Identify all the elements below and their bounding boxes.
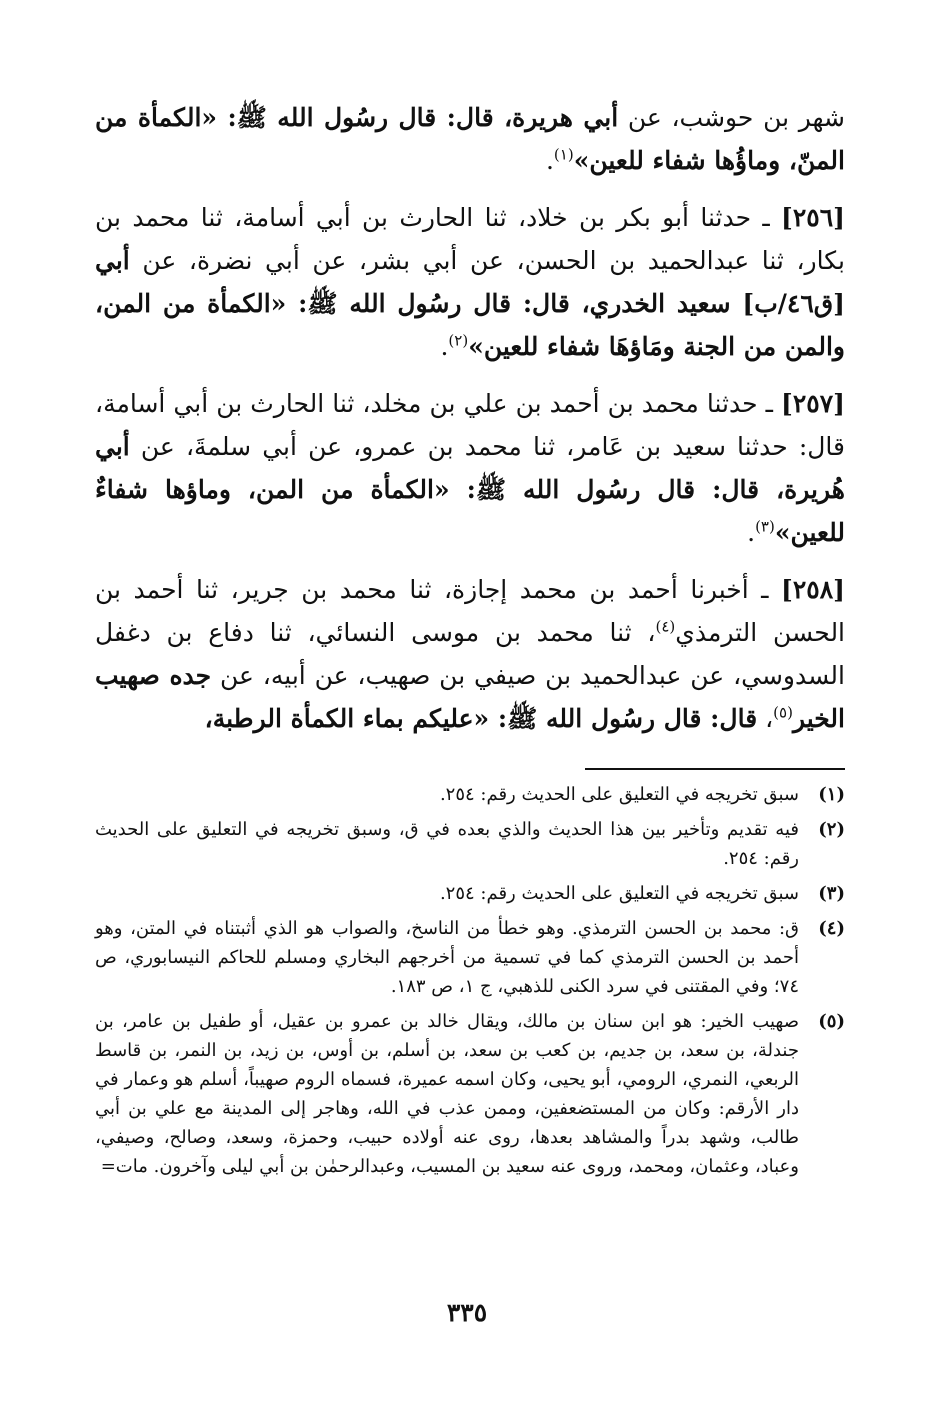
footnote-ref-2: (٢) [448, 331, 469, 350]
hadith-number-256: [٢٥٦] [781, 203, 845, 232]
footnote-1 [95, 780, 845, 809]
hadith-258-matn: قال: قال رسُول الله ﷺ: «عليكم بماء الكمأة الرطبة، [204, 704, 758, 733]
hadith-257-matn: أبي هُريرة، قال: قال رسُول الله ﷺ: «الكمأة من المن، وماؤها شفاءٌ للعين» [95, 432, 845, 547]
footnote-5 [95, 1007, 845, 1181]
hadith-number-258: [٢٥٨] [781, 575, 845, 604]
footnote-text: فيه تقديم وتأخير بين هذا الحديث والذي بعده في ق، وسبق تخريجه في التعليق على الحديث رقم: ٢٥٤. [95, 819, 799, 869]
footnote-number: (١) [818, 784, 845, 805]
footnote-divider [585, 768, 845, 770]
footnote-ref-1: (١) [553, 145, 574, 164]
document-page [95, 96, 845, 1187]
hadith-256-chain: ـ حدثنا أبو بكر بن خلاد، ثنا الحارث بن أبي أسامة، ثنا محمد بن بكار، ثنا عبدالحميد بن الحسن، عن أبي بشر، عن أبي نضرة، عن [95, 203, 845, 275]
footnote-number: (٣) [818, 883, 845, 904]
footnote-number: (٤) [818, 918, 845, 939]
hadith-256-end: . [440, 332, 449, 361]
footnote-text: ق: محمد بن الحسن الترمذي. وهو خطأ من الناسخ، والصواب هو الذي أثبتناه في المتن، وهو أحمد بن الحسن الترمذي كما في تسمية من أخرجهم البخاري ومسلم للحاكم النيسابوري، ص ٧٤؛ وفي المقتنى في سرد الكنى للذهبي، ج ١، ص ١٨٣. [95, 918, 799, 997]
footnote-text: صهيب الخير: هو ابن سنان بن مالك، ويقال خالد بن عمرو بن عقيل، أو طفيل بن عامر، بن جندلة، بن سعد، بن جديم، بن كعب بن سعد، بن أسلم، بن أوس، بن زيد، بن النمر، بن قاسط الربعي، النمري، الرومي، أبو يحيى، وكان اسمه عميرة، فسماه الروم صهيباً، أسلم هو وعمار في دار الأرقم: وكان من المستضعفين، وممن عذب في الله، وهاجر إلى المدينة مع علي بن أبي طالب، وشهد بدراً والمشاهد بعدها، روى عنه أولاده حبيب، وحمزة، وسعد، وصالح، وصيفي، وعباد، وعثمان، ومحمد، وروى عنه سعيد بن المسيب، وعبدالرحمٰن بن أبي ليلى وآخرون. مات= [95, 1011, 799, 1177]
hadith-258-comma: ، [757, 704, 774, 733]
hadith-257-chain: ـ حدثنا محمد بن أحمد بن علي بن مخلد، ثنا الحارث بن أبي أسامة، قال: حدثنا سعيد بن عَامر، ثنا محمد بن عمرو، عن أبي سلمةَ، عن [95, 389, 845, 461]
footnote-ref-4: (٤) [655, 617, 676, 636]
hadith-paragraph-256 [95, 196, 845, 368]
hadith-258-narrator: جده صهيب الخير [95, 661, 845, 733]
hadith-paragraph-1 [95, 96, 845, 182]
hadith-258-chain-a: ـ أخبرنا أحمد بن محمد إجازة، ثنا محمد بن جرير، ثنا أحمد بن الحسن الترمذي [95, 575, 846, 647]
page-number: ٣٣٥ [446, 1298, 488, 1327]
hadith-paragraph-258 [95, 568, 845, 740]
hadith-1-matn: أبي هريرة، قال: قال رسُول الله ﷺ: «الكمأة من المنّ، وماؤُها شفاء للعين» [95, 103, 845, 175]
footnote-4 [95, 914, 845, 1001]
footnote-ref-3: (٣) [755, 517, 775, 536]
hadith-paragraph-257 [95, 382, 845, 554]
footnote-3 [95, 879, 845, 908]
hadith-258-chain-b: ، ثنا محمد بن موسى النسائي، ثنا دفاع بن دغفل السدوسي، عن عبدالحميد بن صيفي بن صهيب، عن أبيه، عن [95, 618, 845, 690]
footnote-text: سبق تخريجه في التعليق على الحديث رقم: ٢٥٤. [439, 784, 799, 805]
footnote-text: سبق تخريجه في التعليق على الحديث رقم: ٢٥٤. [439, 883, 799, 904]
hadith-1-end: . [545, 146, 554, 175]
footnotes [95, 780, 845, 1181]
main-text [95, 96, 845, 740]
footnote-number: (٥) [818, 1011, 845, 1032]
hadith-256-matn: أبي [ق٤٦/ب] سعيد الخدري، قال: قال رسُول الله ﷺ: «الكمأة من المن، والمن من الجنة ومَاؤهَا شفاء للعين» [95, 246, 845, 361]
footnote-2 [95, 815, 845, 873]
footnote-number: (٢) [818, 819, 845, 840]
footnote-ref-5: (٥) [773, 703, 793, 722]
hadith-number-257: [٢٥٧] [781, 389, 845, 418]
hadith-257-end: . [747, 518, 756, 547]
hadith-1-chain: شهر بن حوشب، عن [618, 103, 845, 132]
